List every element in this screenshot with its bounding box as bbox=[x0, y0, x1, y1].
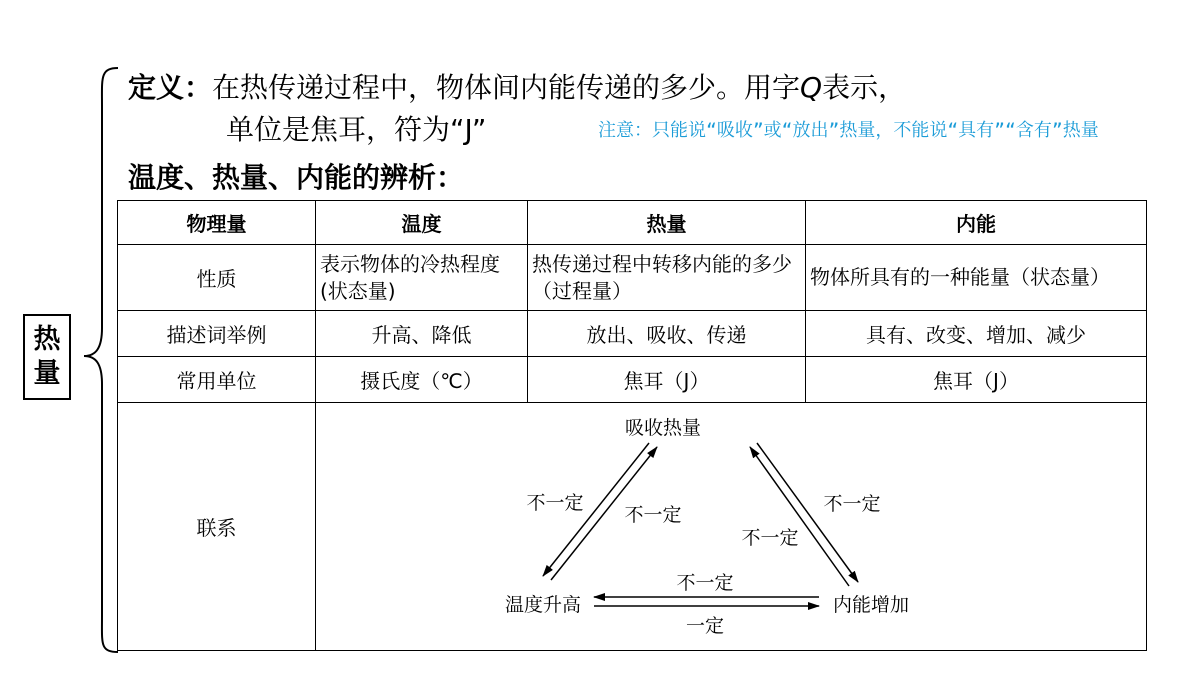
label-bottom-bottom: 一定 bbox=[685, 615, 725, 637]
cell-property-temperature: 表示物体的冷热程度(状态量) bbox=[316, 245, 528, 311]
node-absorb-heat: 吸收热量 bbox=[624, 417, 702, 439]
cell-property-internal-energy: 物体所具有的一种能量（状态量） bbox=[806, 245, 1147, 311]
label-bottom-top: 不一定 bbox=[676, 572, 734, 594]
table-row-descriptors bbox=[118, 311, 1147, 357]
topic-label-char-1: 热 bbox=[33, 324, 61, 355]
definition-text-2: 表示， bbox=[822, 71, 907, 104]
definition-symbol: Q bbox=[800, 71, 823, 104]
label-right-outer: 不一定 bbox=[823, 493, 881, 515]
row-label-property: 性质 bbox=[118, 245, 316, 311]
cell-units-heat: 焦耳（J） bbox=[528, 357, 806, 403]
header-quantity: 物理量 bbox=[118, 201, 316, 245]
table-header-row bbox=[118, 201, 1147, 245]
cell-units-internal-energy: 焦耳（J） bbox=[806, 357, 1147, 403]
cell-property-heat: 热传递过程中转移内能的多少（过程量） bbox=[528, 245, 806, 311]
topic-label-char-2: 量 bbox=[33, 358, 61, 389]
row-label-descriptors: 描述词举例 bbox=[118, 311, 316, 357]
definition-text-1: 在热传递过程中，物体间内能传递的多少。用字 bbox=[212, 71, 801, 104]
definition-line-1 bbox=[128, 70, 906, 106]
arrow-internal-energy-to-heat bbox=[750, 447, 849, 586]
relation-diagram bbox=[316, 400, 1146, 648]
label-right-inner: 不一定 bbox=[741, 527, 799, 549]
cell-units-temperature: 摄氏度（℃） bbox=[316, 357, 528, 403]
table-row-property bbox=[118, 245, 1147, 311]
topic-label-box bbox=[23, 314, 71, 400]
curly-brace bbox=[82, 66, 122, 656]
node-internal-energy-increase: 内能增加 bbox=[832, 594, 910, 616]
cell-descriptors-internal-energy: 具有、改变、增加、减少 bbox=[806, 311, 1147, 357]
row-label-units: 常用单位 bbox=[118, 357, 316, 403]
definition-line-2: 单位是焦耳，符为“J” bbox=[226, 113, 487, 146]
label-left-inner: 不一定 bbox=[624, 504, 682, 526]
row-label-relation: 联系 bbox=[118, 403, 316, 651]
note-text: 注意：只能说“吸收”或“放出”热量，不能说“具有”“含有”热量 bbox=[598, 120, 1099, 141]
header-heat: 热量 bbox=[528, 201, 806, 245]
cell-descriptors-heat: 放出、吸收、传递 bbox=[528, 311, 806, 357]
label-left-outer: 不一定 bbox=[526, 492, 584, 514]
header-internal-energy: 内能 bbox=[806, 201, 1147, 245]
table-row-units bbox=[118, 357, 1147, 403]
section-subtitle: 温度、热量、内能的辨析： bbox=[128, 161, 465, 194]
cell-descriptors-temperature: 升高、降低 bbox=[316, 311, 528, 357]
header-temperature: 温度 bbox=[316, 201, 528, 245]
node-temperature-rise: 温度升高 bbox=[504, 594, 582, 616]
definition-label: 定义： bbox=[128, 71, 213, 104]
